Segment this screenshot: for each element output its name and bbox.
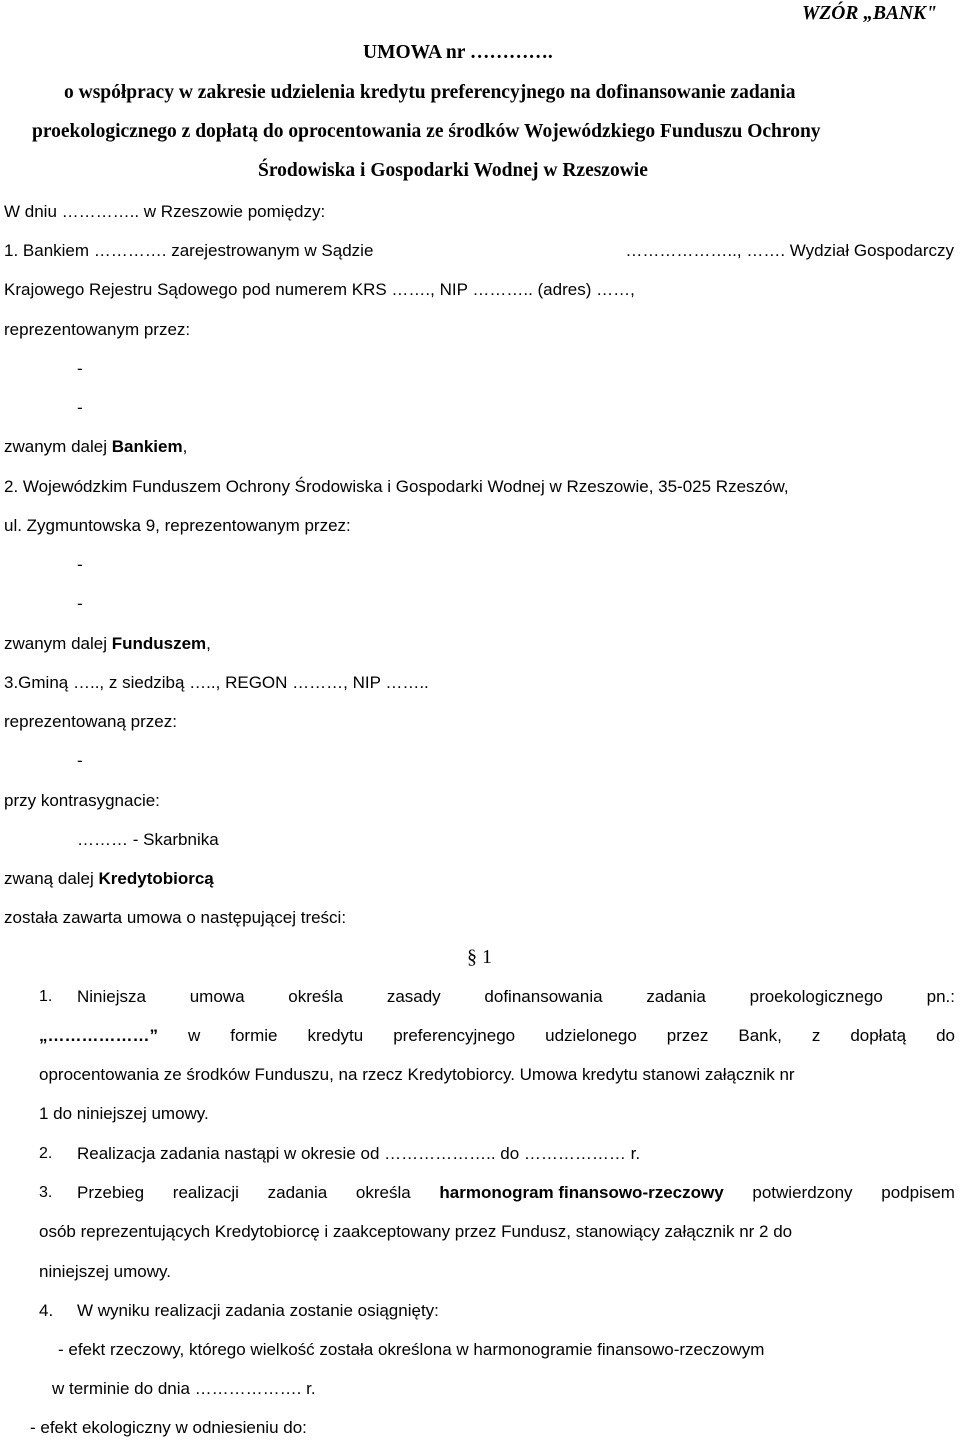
document-subtitle-line-2: proekologicznego z dopłatą do oprocentowania ze środków Wojewódzkiego Funduszu Ochrony bbox=[32, 121, 821, 142]
item-1-line-3: oprocentowania ze środków Funduszu, na rzecz Kredytobiorcy. Umowa kredytu stanowi załącznik nr bbox=[39, 1065, 795, 1084]
borrower-represented-label: reprezentowaną przez: bbox=[4, 712, 177, 731]
borrower-short-name: Kredytobiorcą bbox=[98, 869, 214, 888]
fund-representative-2: - bbox=[77, 594, 83, 613]
item-1-line-4: 1 do niniejszej umowy. bbox=[39, 1104, 209, 1123]
treasurer-line: ……… - Skarbnika bbox=[77, 830, 219, 849]
fund-representative-1: - bbox=[77, 555, 83, 574]
document-title: UMOWA nr …………. bbox=[363, 42, 553, 63]
item-3-line-3: niniejszej umowy. bbox=[39, 1262, 171, 1281]
fund-line-1: 2. Wojewódzkim Funduszem Ochrony Środowiska i Gospodarki Wodnej w Rzeszowie, 35-025 Rzeszów, bbox=[4, 477, 789, 496]
fund-called-as: zwanym dalej Funduszem, bbox=[4, 634, 211, 653]
borrower-called-as: zwaną dalej Kredytobiorcą bbox=[4, 869, 214, 888]
item-1-line-2: „………………” w formie kredytu preferencyjnego udzielonego przez Bank, z dopłatą do bbox=[39, 1024, 955, 1048]
item-3-line-2: osób reprezentujących Kredytobiorcę i zaakceptowany przez Fundusz, stanowiący załącznik nr 2 do bbox=[39, 1222, 793, 1241]
item-4-text: W wyniku realizacji zadania zostanie osiągnięty: bbox=[77, 1301, 439, 1320]
bank-representative-2: - bbox=[77, 398, 83, 417]
item-1-line-1: Niniejsza umowa określa zasady dofinansowania zadania proekologicznego pn.: bbox=[77, 987, 955, 1006]
agreement-intro: została zawarta umowa o następującej treści: bbox=[4, 908, 347, 927]
effect-material-line-2: w terminie do dnia ………………. r. bbox=[52, 1379, 316, 1398]
bank-short-name: Bankiem bbox=[111, 437, 183, 456]
bank-line-1: 1. Bankiem …………. zarejestrowanym w Sądzie ……………….., ……. Wydział Gospodarczy bbox=[4, 241, 954, 260]
section-1-heading: § 1 bbox=[467, 946, 492, 968]
task-name-placeholder: „………………” bbox=[39, 1026, 158, 1045]
bank-called-as: zwanym dalej Bankiem, bbox=[4, 437, 188, 456]
fund-short-name: Funduszem bbox=[111, 634, 207, 653]
item-2-number: 2. bbox=[39, 1145, 53, 1162]
item-3-line-1: Przebieg realizacji zadania określa harmonogram finansowo-rzeczowy potwierdzony podpisem bbox=[77, 1181, 955, 1205]
countersign-label: przy kontrasygnacie: bbox=[4, 791, 160, 810]
borrower-line-1: 3.Gminą ….., z siedzibą ….., REGON ………, NIP …….. bbox=[4, 673, 429, 692]
bank-represented-label: reprezentowanym przez: bbox=[4, 320, 191, 339]
document-subtitle-line-1: o współpracy w zakresie udzielenia kredytu preferencyjnego na dofinansowanie zadania bbox=[64, 82, 796, 103]
item-2-text: Realizacja zadania nastąpi w okresie od ……………….. do ……………… r. bbox=[77, 1144, 641, 1163]
item-1-number: 1. bbox=[39, 988, 53, 1005]
bank-line-2: Krajowego Rejestru Sądowego pod numerem KRS ……., NIP ……….. (adres) ……, bbox=[4, 280, 635, 299]
schedule-term: harmonogram finansowo-rzeczowy bbox=[439, 1183, 724, 1202]
bank-representative-1: - bbox=[77, 359, 83, 378]
fund-line-2: ul. Zygmuntowska 9, reprezentowanym przez: bbox=[4, 516, 351, 535]
effect-ecological: - efekt ekologiczny w odniesieniu do: bbox=[30, 1418, 307, 1437]
effect-material-line-1: - efekt rzeczowy, którego wielkość została określona w harmonogramie finansowo-rzeczowym bbox=[58, 1340, 765, 1359]
item-3-number: 3. bbox=[39, 1184, 53, 1201]
item-4-number: 4. bbox=[39, 1301, 54, 1320]
intro-text: W dniu ………….. w Rzeszowie pomiędzy: bbox=[4, 202, 326, 221]
borrower-representative-1: - bbox=[77, 751, 83, 770]
template-label: WZÓR „BANK" bbox=[802, 3, 937, 24]
document-subtitle-line-3: Środowiska i Gospodarki Wodnej w Rzeszowie bbox=[258, 160, 648, 181]
